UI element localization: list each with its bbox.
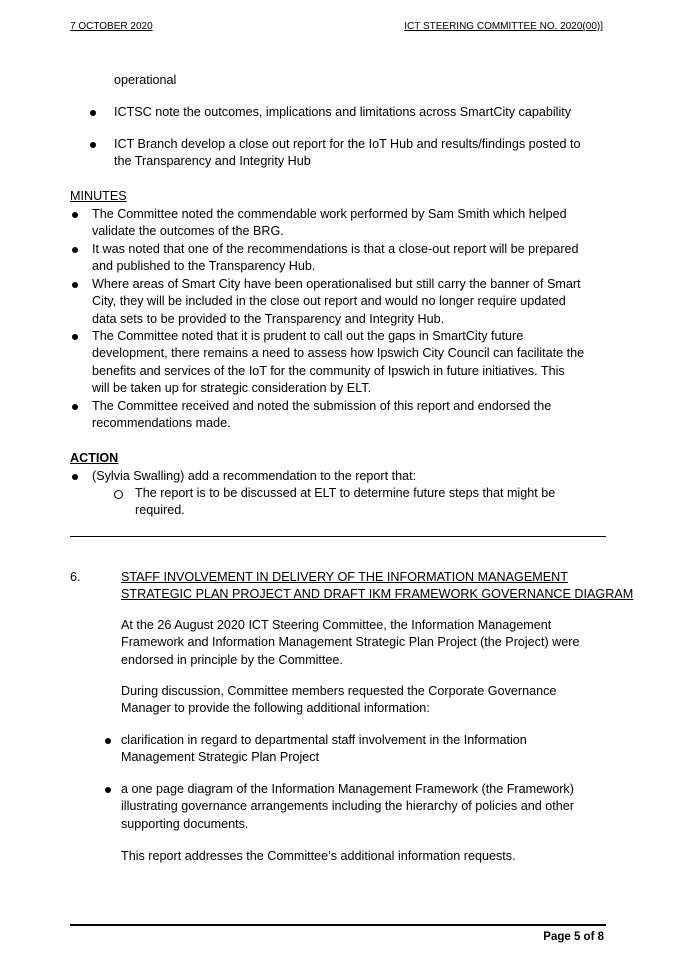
bullet-icon	[72, 212, 78, 218]
bullet-icon	[90, 110, 96, 116]
bullet-icon	[72, 334, 78, 340]
section-bullet-1: clarification in regard to departmental staff involvement in the Information Management Strategic Plan Project	[121, 733, 527, 765]
bullet-icon	[72, 247, 78, 253]
footer-rule	[70, 924, 606, 926]
minutes-item-3: Where areas of Smart City have been operationalised but still carry the banner of Smart City, they will be included in the close out report and would no longer require updated data sets to be provided to the Transparency and Integrity Hub.	[92, 277, 581, 326]
action-heading: ACTION	[70, 451, 119, 465]
top-bullet-1: ICTSC note the outcomes, implications and limitations across SmartCity capability	[114, 105, 572, 119]
circle-bullet-icon	[114, 490, 123, 499]
section-number: 6.	[70, 570, 81, 584]
action-subitem: The report is to be discussed at ELT to determine future steps that might be required.	[135, 486, 556, 518]
bullet-icon	[72, 474, 78, 480]
section-paragraph-3: This report addresses the Committee’s additional information requests.	[121, 849, 516, 863]
page-number: Page 5 of 8	[543, 931, 604, 943]
section-divider	[70, 536, 606, 537]
section-bullet-2: a one page diagram of the Information Management Framework (the Framework) illustrating governance arrangements including the hierarchy of policies and other supporting documents.	[121, 782, 574, 831]
action-item: (Sylvia Swalling) add a recommendation to the report that:	[92, 469, 417, 483]
bullet-icon	[105, 738, 111, 744]
bullet-icon	[90, 142, 96, 148]
bullet-icon	[105, 787, 111, 793]
minutes-heading: MINUTES	[70, 189, 127, 203]
top-bullet-2: ICT Branch develop a close out report for the IoT Hub and results/findings posted to the Transparency and Integrity Hub	[114, 137, 581, 169]
bullet-icon	[72, 282, 78, 288]
minutes-item-5: The Committee received and noted the submission of this report and endorsed the recommendations made.	[92, 399, 552, 431]
section-paragraph-1: At the 26 August 2020 ICT Steering Committee, the Information Management Framework and Information Management Strategic Plan Project (the Project) were endorsed in principle by the Committee.	[121, 618, 580, 667]
minutes-item-4: The Committee noted that it is prudent to call out the gaps in SmartCity future development, there remains a need to assess how Ipswich City Council can facilitate the benefits and services of the IoT for the community of Ipswich in future initiatives. This will be taken up for strategic consideration by ELT.	[92, 329, 585, 396]
minutes-item-1: The Committee noted the commendable work performed by Sam Smith which helped validate the outcomes of the BRG.	[92, 207, 567, 239]
continuation-text: operational	[114, 73, 177, 87]
minutes-item-2: It was noted that one of the recommendations is that a close-out report will be prepared and published to the Transparency Hub.	[92, 242, 579, 274]
bullet-icon	[72, 404, 78, 410]
section-title: STAFF INVOLVEMENT IN DELIVERY OF THE INFORMATION MANAGEMENT STRATEGIC PLAN PROJECT AND DRAFT IKM FRAMEWORK GOVERNANCE DIAGRAM	[121, 570, 634, 602]
header-committee: ICT STEERING COMMITTEE NO. 2020(00)]	[404, 21, 603, 32]
header-date: 7 OCTOBER 2020	[70, 21, 153, 32]
section-paragraph-2: During discussion, Committee members requested the Corporate Governance Manager to provide the following additional information:	[121, 684, 557, 716]
